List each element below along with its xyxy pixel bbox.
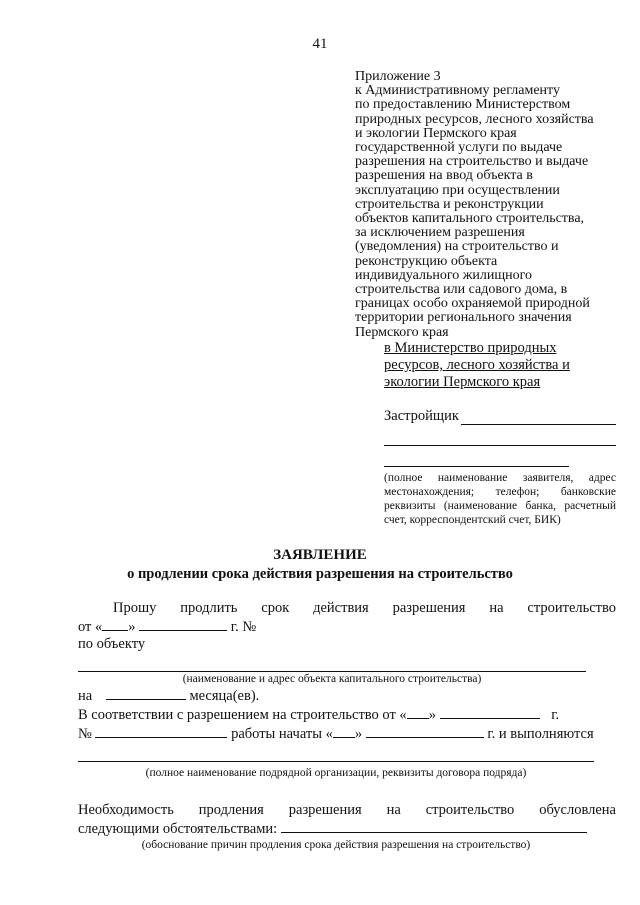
- appendix-line: (уведомления) на строительство и: [355, 239, 559, 255]
- contractor-field[interactable]: [78, 743, 594, 762]
- permit-day-field[interactable]: [102, 617, 128, 631]
- page-number: 41: [312, 36, 328, 52]
- appendix-line: государственной услуги по выдаче: [355, 140, 563, 156]
- accordance-row: [78, 705, 616, 724]
- appendix-line: за исключением разрешения: [355, 225, 525, 241]
- year-label: г.: [551, 707, 560, 723]
- recipient-line: в Министерство природных: [384, 340, 557, 356]
- accordance-month-field[interactable]: [440, 705, 540, 719]
- appendix-line: разрешения на строительство и выдаче: [355, 154, 589, 170]
- works-started-label: работы начаты «: [231, 726, 333, 742]
- developer-note: (полное наименование заявителя, адрес местонахождения; телефон; банковские реквизиты (наименование банка, расчетный счет, корреспондентский счет, БИК): [384, 472, 616, 526]
- from-prefix: от «: [78, 619, 103, 635]
- developer-field-line-2[interactable]: [384, 425, 616, 446]
- recipient-line: экологии Пермского края: [384, 374, 541, 390]
- appendix-line: индивидуального жилищного: [355, 267, 533, 283]
- appendix-line: реконструкцию объекта: [355, 253, 498, 269]
- document-title: ЗАЯВЛЕНИЕ: [273, 547, 367, 563]
- accordance-label: В соответствии с разрешением на строительство от «: [78, 707, 407, 723]
- appendix-line: к Административному регламенту: [355, 83, 560, 99]
- circumstances-field[interactable]: [281, 819, 587, 833]
- appendix-line: границах особо охраняемой природной: [355, 296, 590, 312]
- appendix-line: и экологии Пермского края: [355, 125, 517, 141]
- recipient-line: ресурсов, лесного хозяйства и: [384, 357, 570, 373]
- object-caption: (наименование и адрес объекта капитального строительства): [182, 673, 482, 685]
- works-month-field[interactable]: [366, 724, 484, 738]
- date-close: »: [128, 619, 136, 635]
- object-field[interactable]: [78, 653, 586, 672]
- permit-number-field[interactable]: [95, 724, 227, 738]
- year-number-label: г. №: [230, 619, 257, 635]
- necessity-line: Необходимость продления разрешения на строительство обусловлена: [78, 802, 616, 818]
- developer-block: [384, 407, 616, 527]
- appendix-line: природных ресурсов, лесного хозяйства: [355, 111, 594, 127]
- circumstances-row: [78, 819, 616, 838]
- appendix-line: строительства или садового дома, в: [355, 282, 568, 298]
- months-count-field[interactable]: [106, 686, 186, 700]
- circumstances-label: следующими обстоятельствами:: [78, 821, 278, 837]
- accordance-day-field[interactable]: [407, 705, 429, 719]
- recipient-block: [384, 340, 614, 391]
- date-close: »: [354, 726, 363, 742]
- appendix-line: строительства и реконструкции: [355, 196, 544, 212]
- appendix-line: объектов капитального строительства,: [355, 211, 585, 227]
- months-label: месяца(ев).: [189, 688, 260, 704]
- for-prefix: на: [78, 688, 93, 704]
- number-label: №: [78, 726, 92, 742]
- appendix-line: разрешения на ввод объекта в: [355, 168, 533, 184]
- document-subtitle: о продлении срока действия разрешения на строительство: [127, 566, 513, 582]
- works-day-field[interactable]: [333, 724, 355, 738]
- request-line: Прошу продлить срок действия разрешения на строительство: [113, 600, 616, 616]
- months-row: [78, 686, 616, 705]
- appendix-line: Пермского края: [355, 324, 449, 340]
- appendix-line: по предоставлению Министерством: [355, 97, 571, 113]
- permit-date-row: [78, 617, 616, 636]
- appendix-line: Приложение 3: [355, 69, 441, 84]
- application-body: [78, 600, 616, 852]
- appendix-line: территории регионального значения: [355, 310, 572, 326]
- year-performed-label: г. и выполняются: [487, 726, 594, 742]
- for-object-label: по объекту: [78, 636, 146, 652]
- works-row: [78, 724, 616, 743]
- developer-field-line-3[interactable]: [384, 446, 569, 467]
- developer-label: Застройщик: [384, 408, 459, 424]
- contractor-caption: (полное наименование подрядной организации, реквизиты договора подряда): [145, 767, 527, 779]
- appendix-line: эксплуатацию при осуществлении: [355, 182, 560, 198]
- permit-month-field[interactable]: [139, 617, 227, 631]
- appendix-header: [355, 70, 617, 340]
- developer-name-field[interactable]: [461, 410, 616, 425]
- reason-caption: (обоснование причин продления срока действия разрешения на строительство): [141, 839, 531, 851]
- date-close: »: [428, 707, 436, 723]
